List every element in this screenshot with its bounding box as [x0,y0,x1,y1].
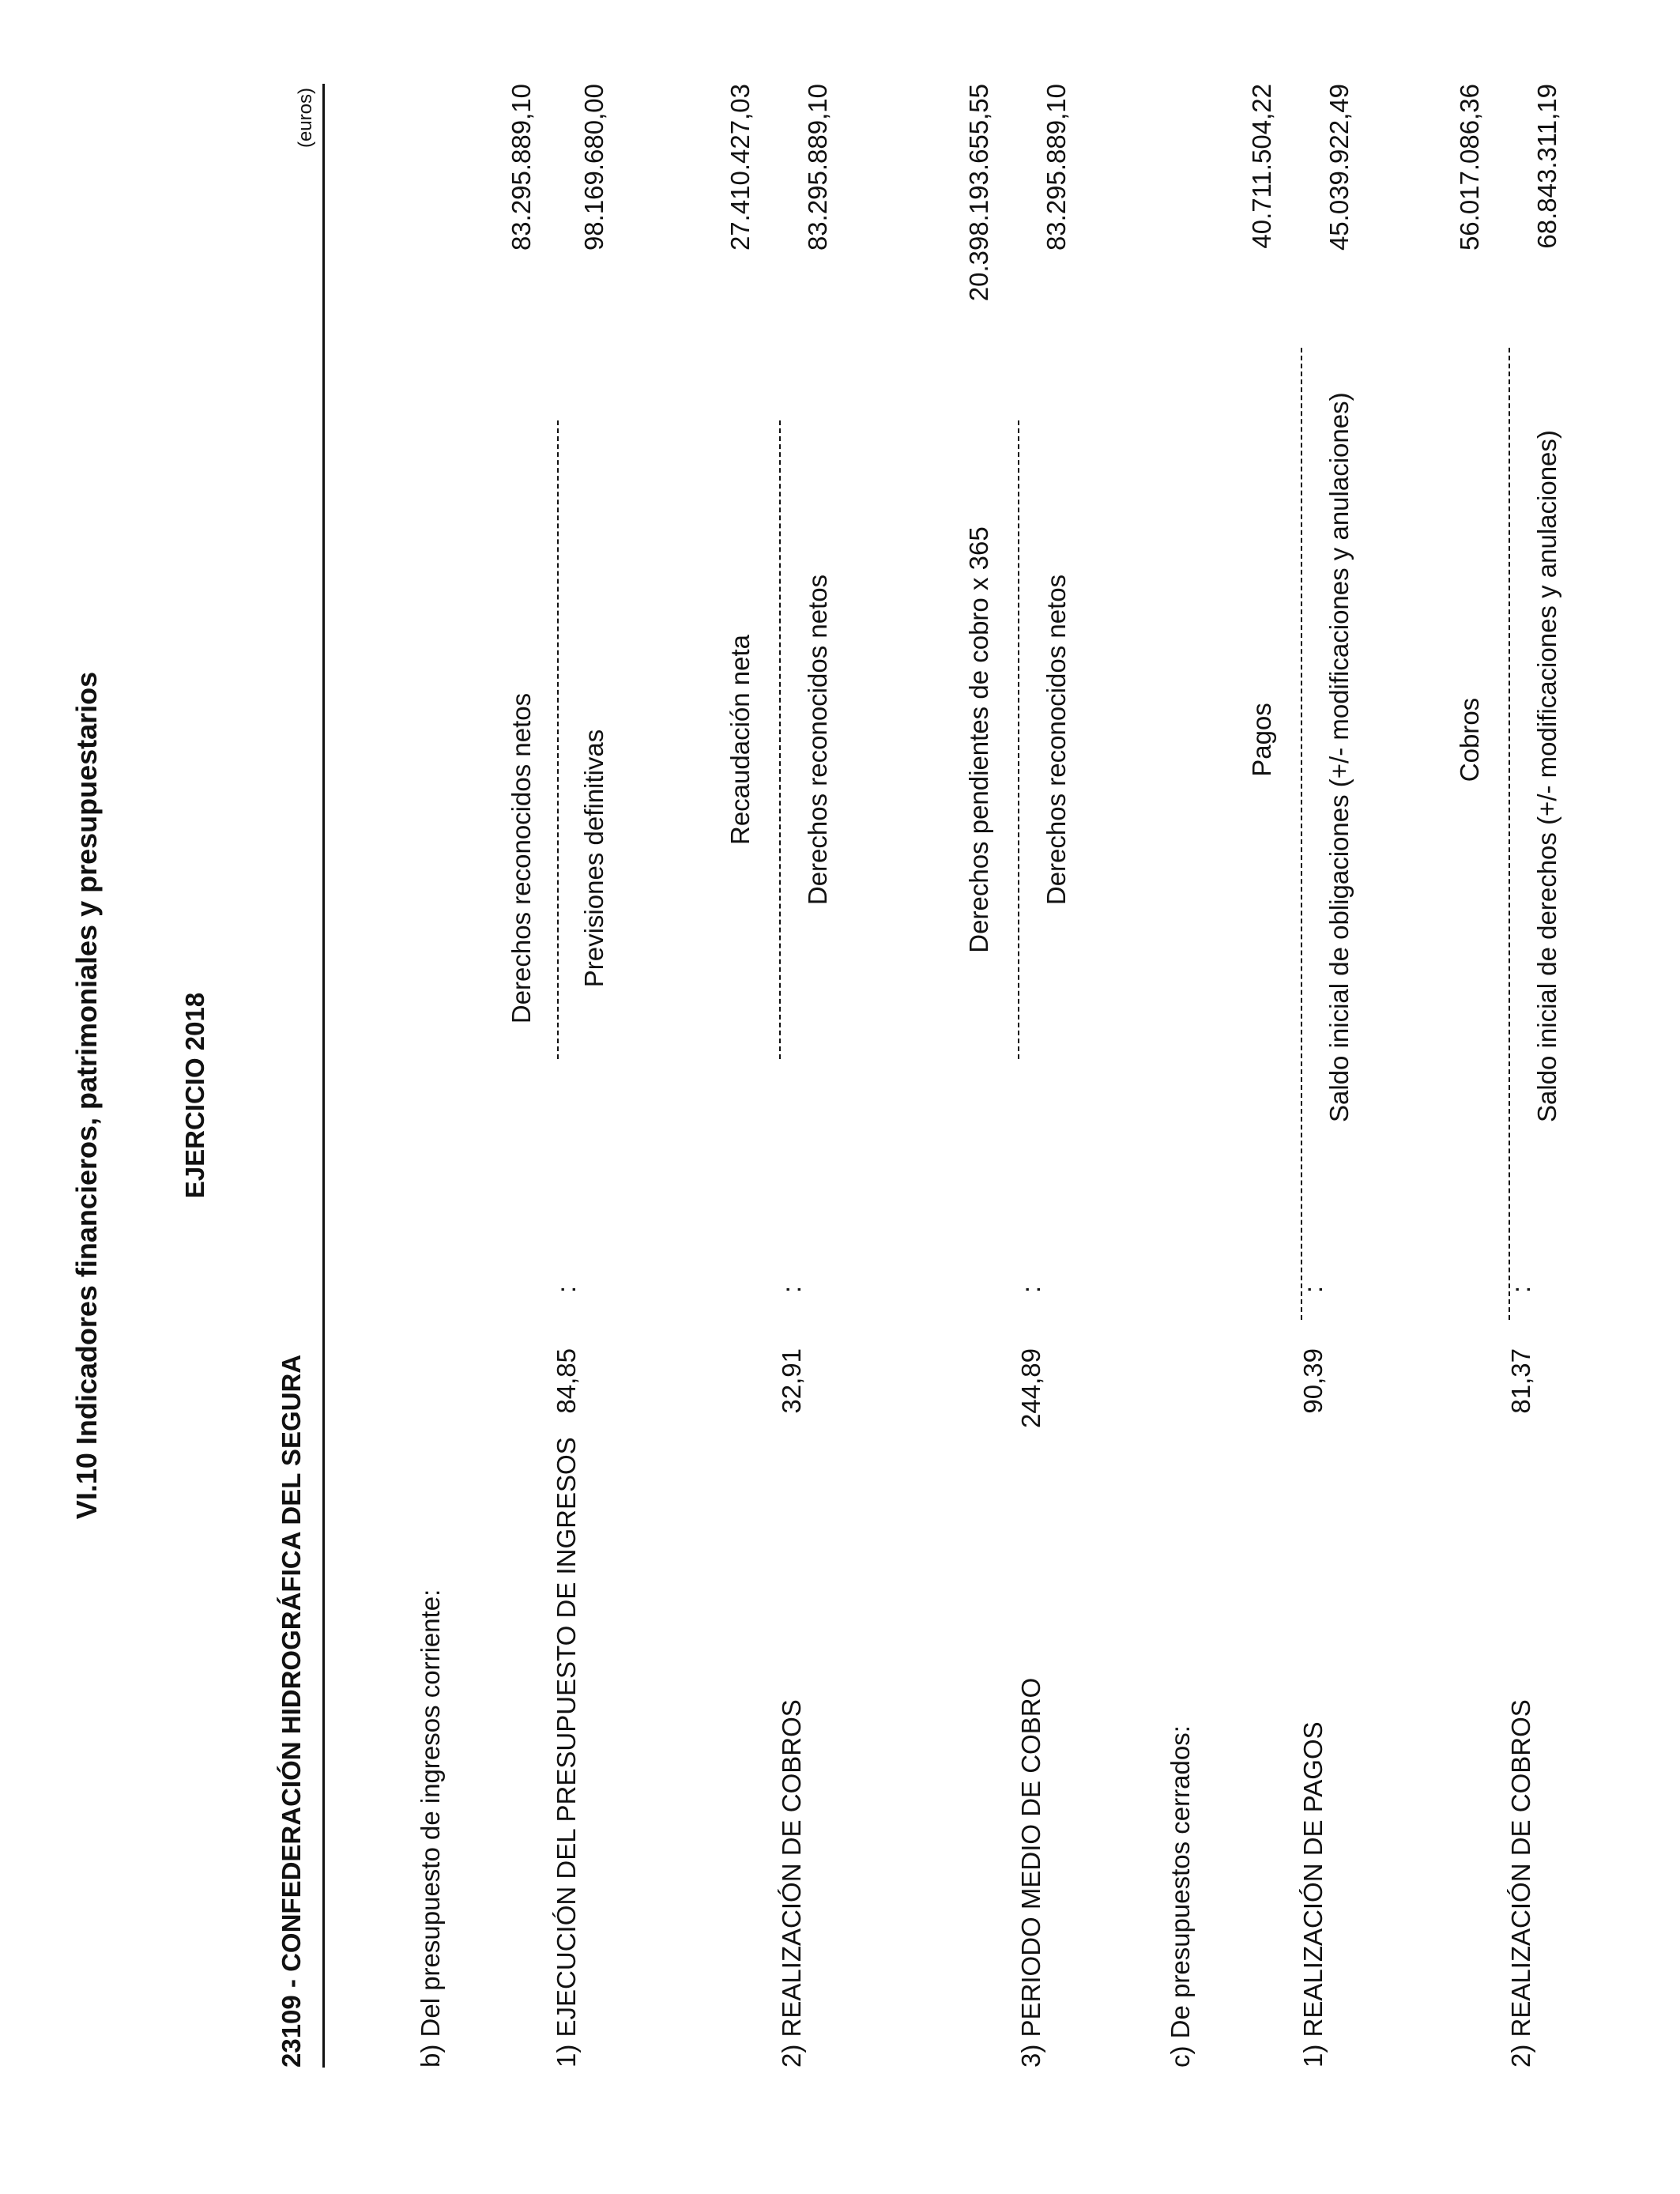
numerator-label: Derechos pendientes de cobro x 365 [964,526,993,953]
indicator-label: 1) EJECUCIÓN DEL PRESUPUESTO DE INGRESOS [552,1437,581,2068]
numerator-label: Pagos [1247,703,1276,777]
colon: : [1298,1285,1328,1293]
colon: : [777,1285,806,1293]
fraction-line [1509,348,1510,1320]
denominator-amount: 83.295.889,10 [803,84,832,251]
colon: : [1016,1285,1045,1293]
indicator-value: 84,85 [552,1348,581,1414]
indicator-value: 90,39 [1298,1348,1328,1414]
ejercicio-heading: EJERCICIO 2018 [180,992,209,1199]
denominator-label: Derechos reconocidos netos [1042,574,1071,906]
denominator-amount: 83.295.889,10 [1042,84,1071,251]
indicator-label: 1) REALIZACIÓN DE PAGOS [1298,1721,1328,2068]
colon: : [1506,1285,1535,1293]
indicator-label: 2) REALIZACIÓN DE COBROS [1506,1699,1535,2068]
numerator-amount: 27.410.427,03 [725,84,755,251]
indicator-label: 2) REALIZACIÓN DE COBROS [777,1699,806,2068]
colon: : [552,1285,581,1293]
numerator-amount: 40.711.504,22 [1247,84,1276,249]
fraction-line [1018,420,1019,1059]
header-rule [322,84,325,2068]
denominator-amount: 98.169.680,00 [579,84,608,251]
fraction-line [1301,348,1302,1320]
section-b-heading: b) Del presupuesto de ingresos corriente: [416,1589,445,2068]
denominator-amount: 68.843.311,19 [1532,84,1561,249]
numerator-label: Recaudación neta [725,634,755,846]
units-label: (euros) [295,88,316,149]
indicator-value: 244,89 [1016,1348,1045,1428]
section-c-heading: c) De presupuestos cerrados: [1166,1725,1195,2068]
numerator-amount: 56.017.086,36 [1455,84,1484,251]
denominator-label: Derechos reconocidos netos [803,574,832,906]
indicator-label: 3) PERIODO MEDIO DE COBRO [1016,1677,1045,2068]
denominator-label: Saldo inicial de derechos (+/- modificaciones y anulaciones) [1532,430,1561,1122]
numerator-label: Cobros [1455,697,1484,782]
entity-name: 23109 - CONFEDERACIÓN HIDROGRÁFICA DEL SEGURA [277,1354,306,2068]
numerator-amount: 83.295.889,10 [507,84,536,251]
fraction-line [779,420,781,1059]
numerator-amount: 20.398.193.655,55 [964,84,993,302]
indicator-value: 32,91 [777,1348,806,1414]
page-title: VI.10 Indicadores financieros, patrimoniales y presupuestarios [70,671,103,1520]
denominator-label: Saldo inicial de obligaciones (+/- modificaciones y anulaciones) [1324,392,1354,1122]
denominator-amount: 45.039.922,49 [1324,84,1354,251]
fraction-line [557,420,559,1059]
numerator-label: Derechos reconocidos netos [507,692,536,1024]
indicator-value: 81,37 [1506,1348,1535,1414]
denominator-label: Previsiones definitivas [579,729,608,988]
